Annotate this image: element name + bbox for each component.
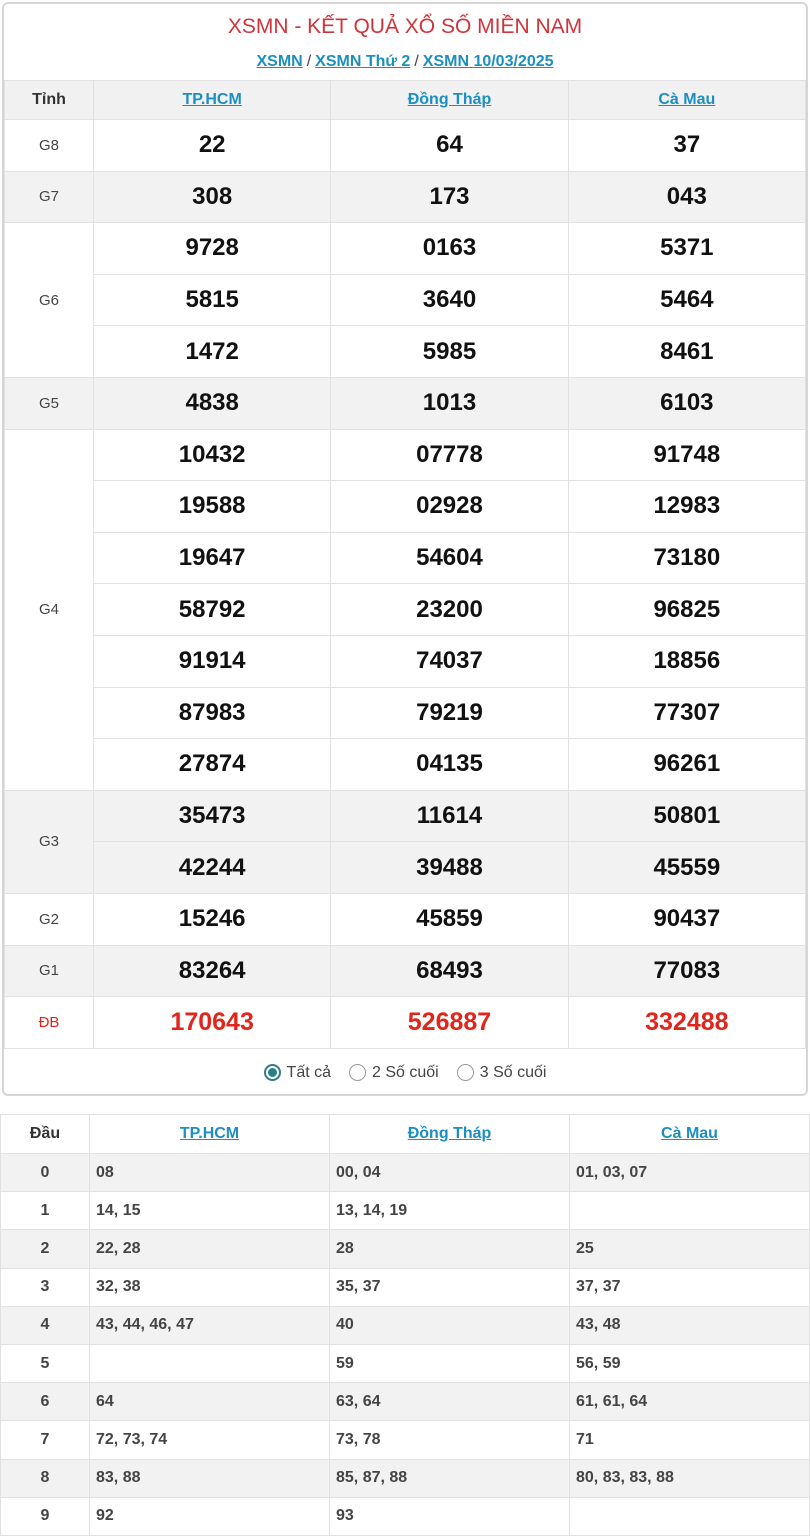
prize-label: G4 xyxy=(5,429,94,790)
tail-digits-cell xyxy=(570,1192,810,1230)
radio-icon[interactable] xyxy=(349,1064,366,1081)
prize-number: 07778 xyxy=(331,429,568,481)
tail-digits-cell: 56, 59 xyxy=(570,1344,810,1382)
tail-digits-cell: 00, 04 xyxy=(330,1154,570,1192)
head-digit-row xyxy=(1,1459,810,1497)
prize-number: 37 xyxy=(568,120,805,172)
results-card xyxy=(2,2,808,1096)
prize-label: G6 xyxy=(5,223,94,378)
prize-number: 6103 xyxy=(568,377,805,429)
prize-label: G2 xyxy=(5,893,94,945)
tail-digits-cell: 14, 15 xyxy=(90,1192,330,1230)
prize-number: 77307 xyxy=(568,687,805,739)
tail-digits-cell: 71 xyxy=(570,1421,810,1459)
prize-number: 3640 xyxy=(331,274,568,326)
head-digit: 7 xyxy=(1,1421,90,1459)
province-header xyxy=(331,81,568,120)
radio-icon[interactable] xyxy=(457,1064,474,1081)
filter-all-label: Tất cả xyxy=(286,1063,332,1081)
breadcrumb xyxy=(4,50,806,80)
prize-number: 79219 xyxy=(331,687,568,739)
head-digit-header-row xyxy=(1,1115,810,1154)
province-label-header: Tỉnh xyxy=(5,81,94,120)
province-header xyxy=(90,1115,330,1154)
tail-digits-cell: 01, 03, 07 xyxy=(570,1154,810,1192)
head-digit-row xyxy=(1,1383,810,1421)
special-prize-number: 332488 xyxy=(568,997,805,1049)
tail-digits-cell: 43, 48 xyxy=(570,1306,810,1344)
results-header-row xyxy=(5,81,806,120)
prize-row xyxy=(5,326,806,378)
filter-all[interactable] xyxy=(264,1064,331,1082)
head-digit-row xyxy=(1,1230,810,1268)
prize-number: 12983 xyxy=(568,481,805,533)
results-table xyxy=(4,80,806,1049)
tail-digits-cell: 73, 78 xyxy=(330,1421,570,1459)
province-link-ca-mau[interactable]: Cà Mau xyxy=(661,1125,718,1142)
head-digit-label-header: Đầu xyxy=(1,1115,90,1154)
prize-label: G3 xyxy=(5,790,94,893)
prize-label: G1 xyxy=(5,945,94,997)
tail-digits-cell: 35, 37 xyxy=(330,1268,570,1306)
head-digit: 8 xyxy=(1,1459,90,1497)
prize-number: 15246 xyxy=(94,893,331,945)
prize-number: 19588 xyxy=(94,481,331,533)
prize-number: 5985 xyxy=(331,326,568,378)
head-digit: 2 xyxy=(1,1230,90,1268)
tail-digits-cell: 59 xyxy=(330,1344,570,1382)
tail-digits-cell: 08 xyxy=(90,1154,330,1192)
prize-number: 1013 xyxy=(331,377,568,429)
prize-label: G5 xyxy=(5,377,94,429)
prize-label: ĐB xyxy=(5,997,94,1049)
prize-number: 96261 xyxy=(568,739,805,791)
province-link-dong-thap[interactable]: Đồng Tháp xyxy=(407,1125,492,1142)
prize-number: 50801 xyxy=(568,790,805,842)
tail-digits-cell: 32, 38 xyxy=(90,1268,330,1306)
prize-row xyxy=(5,893,806,945)
prize-number: 83264 xyxy=(94,945,331,997)
breadcrumb-xsmn-date[interactable]: XSMN 10/03/2025 xyxy=(422,53,554,70)
tail-digits-cell: 22, 28 xyxy=(90,1230,330,1268)
breadcrumb-xsmn[interactable]: XSMN xyxy=(256,53,303,70)
tail-digits-cell: 64 xyxy=(90,1383,330,1421)
province-header xyxy=(568,81,805,120)
head-digit-body xyxy=(1,1154,810,1536)
tail-digits-cell: 93 xyxy=(330,1497,570,1535)
prize-number: 58792 xyxy=(94,584,331,636)
special-prize-number: 526887 xyxy=(331,997,568,1049)
prize-row xyxy=(5,842,806,894)
prize-number: 91914 xyxy=(94,635,331,687)
prize-number: 35473 xyxy=(94,790,331,842)
tail-digits-cell xyxy=(570,1497,810,1535)
head-digit: 1 xyxy=(1,1192,90,1230)
head-digit: 9 xyxy=(1,1497,90,1535)
tail-digits-cell: 80, 83, 83, 88 xyxy=(570,1459,810,1497)
special-prize-number: 170643 xyxy=(94,997,331,1049)
prize-number: 45559 xyxy=(568,842,805,894)
tail-digits-cell: 83, 88 xyxy=(90,1459,330,1497)
prize-row xyxy=(5,171,806,223)
prize-number: 90437 xyxy=(568,893,805,945)
head-digit: 6 xyxy=(1,1383,90,1421)
prize-number: 45859 xyxy=(331,893,568,945)
prize-row xyxy=(5,120,806,172)
head-digit: 0 xyxy=(1,1154,90,1192)
head-digit-row xyxy=(1,1268,810,1306)
prize-number: 64 xyxy=(331,120,568,172)
prize-number: 23200 xyxy=(331,584,568,636)
digit-filter xyxy=(4,1049,806,1096)
tail-digits-cell: 43, 44, 46, 47 xyxy=(90,1306,330,1344)
prize-number: 308 xyxy=(94,171,331,223)
tail-digits-cell: 40 xyxy=(330,1306,570,1344)
head-digit-row xyxy=(1,1192,810,1230)
prize-number: 5815 xyxy=(94,274,331,326)
tail-digits-cell: 61, 61, 64 xyxy=(570,1383,810,1421)
filter-last-3-label: 3 Số cuối xyxy=(479,1063,547,1081)
prize-row xyxy=(5,584,806,636)
province-link-tphcm[interactable]: TP.HCM xyxy=(182,91,242,108)
prize-number: 27874 xyxy=(94,739,331,791)
head-digit-table xyxy=(0,1114,810,1536)
prize-number: 0163 xyxy=(331,223,568,275)
prize-row xyxy=(5,687,806,739)
prize-number: 68493 xyxy=(331,945,568,997)
tail-digits-cell: 13, 14, 19 xyxy=(330,1192,570,1230)
head-digit: 3 xyxy=(1,1268,90,1306)
tail-digits-cell: 37, 37 xyxy=(570,1268,810,1306)
prize-row xyxy=(5,274,806,326)
prize-number: 04135 xyxy=(331,739,568,791)
prize-number: 77083 xyxy=(568,945,805,997)
prize-number: 73180 xyxy=(568,532,805,584)
prize-row xyxy=(5,429,806,481)
prize-number: 11614 xyxy=(331,790,568,842)
prize-number: 10432 xyxy=(94,429,331,481)
tail-digits-cell: 63, 64 xyxy=(330,1383,570,1421)
prize-row xyxy=(5,532,806,584)
prize-row xyxy=(5,635,806,687)
head-digit-row xyxy=(1,1154,810,1192)
head-digit: 4 xyxy=(1,1306,90,1344)
prize-number: 043 xyxy=(568,171,805,223)
prize-number: 8461 xyxy=(568,326,805,378)
prize-number: 5371 xyxy=(568,223,805,275)
prize-row xyxy=(5,997,806,1049)
head-digit-row xyxy=(1,1497,810,1535)
province-header xyxy=(570,1115,810,1154)
radio-selected-icon[interactable] xyxy=(264,1064,281,1081)
prize-number: 1472 xyxy=(94,326,331,378)
prize-number: 02928 xyxy=(331,481,568,533)
tail-digits-cell: 28 xyxy=(330,1230,570,1268)
province-header xyxy=(94,81,331,120)
prize-number: 4838 xyxy=(94,377,331,429)
prize-number: 87983 xyxy=(94,687,331,739)
filter-last-3[interactable] xyxy=(457,1064,547,1082)
filter-last-2[interactable] xyxy=(349,1064,439,1082)
tail-digits-cell: 72, 73, 74 xyxy=(90,1421,330,1459)
head-digit-row xyxy=(1,1344,810,1382)
prize-number: 96825 xyxy=(568,584,805,636)
prize-number: 42244 xyxy=(94,842,331,894)
prize-number: 91748 xyxy=(568,429,805,481)
head-digit-row xyxy=(1,1306,810,1344)
results-body xyxy=(5,120,806,1049)
prize-label: G7 xyxy=(5,171,94,223)
prize-row xyxy=(5,481,806,533)
prize-number: 22 xyxy=(94,120,331,172)
prize-number: 173 xyxy=(331,171,568,223)
tail-digits-cell xyxy=(90,1344,330,1382)
prize-number: 18856 xyxy=(568,635,805,687)
breadcrumb-sep: / xyxy=(414,53,419,70)
prize-number: 54604 xyxy=(331,532,568,584)
province-link-tphcm[interactable]: TP.HCM xyxy=(179,1125,240,1142)
prize-row xyxy=(5,790,806,842)
province-link-ca-mau[interactable]: Cà Mau xyxy=(658,91,716,108)
prize-number: 39488 xyxy=(331,842,568,894)
prize-row xyxy=(5,945,806,997)
filter-last-2-label: 2 Số cuối xyxy=(372,1063,439,1081)
prize-number: 74037 xyxy=(331,635,568,687)
province-header xyxy=(330,1115,570,1154)
tail-digits-cell: 25 xyxy=(570,1230,810,1268)
prize-label: G8 xyxy=(5,120,94,172)
breadcrumb-sep: / xyxy=(306,53,312,70)
prize-number: 9728 xyxy=(94,223,331,275)
tail-digits-cell: 85, 87, 88 xyxy=(330,1459,570,1497)
page-title: XSMN - KẾT QUẢ XỔ SỐ MIỀN NAM xyxy=(227,15,583,38)
tail-digits-cell: 92 xyxy=(90,1497,330,1535)
head-digit-row xyxy=(1,1421,810,1459)
prize-number: 5464 xyxy=(568,274,805,326)
province-link-dong-thap[interactable]: Đồng Tháp xyxy=(407,91,492,108)
head-digit: 5 xyxy=(1,1344,90,1382)
prize-row xyxy=(5,377,806,429)
prize-number: 19647 xyxy=(94,532,331,584)
breadcrumb-xsmn-thu2[interactable]: XSMN Thứ 2 xyxy=(315,53,411,70)
prize-row xyxy=(5,223,806,275)
prize-row xyxy=(5,739,806,791)
